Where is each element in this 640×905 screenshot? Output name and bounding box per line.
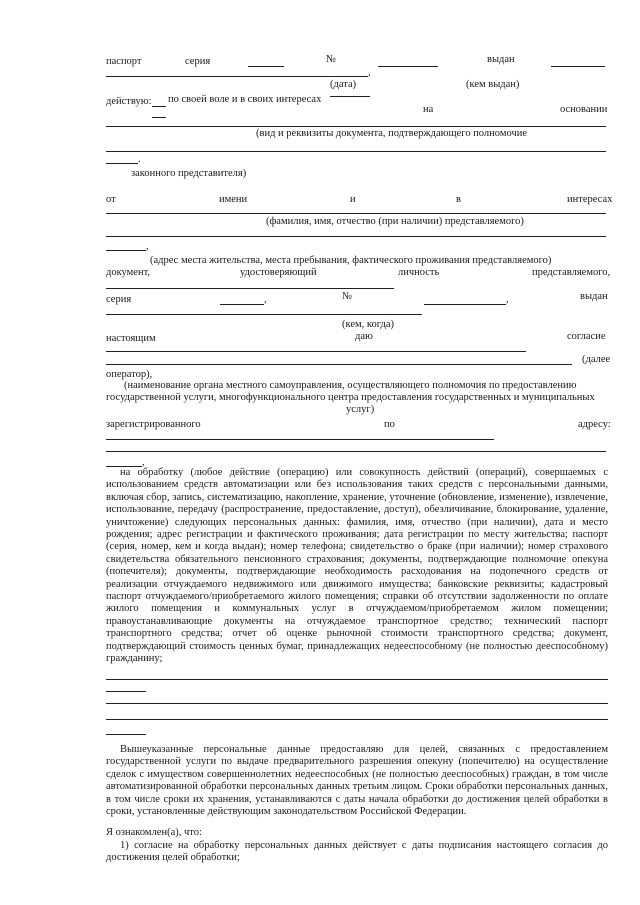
caption-represented-address: (адрес места жительства, места пребывания, фактического проживания представляемого) [150, 255, 552, 266]
item-1-paragraph: 1) согласие на обработку персональных данных действует с даты подписания настоящего согласия до достижения целей обработки; [106, 840, 608, 864]
label-interests: интересах [567, 194, 613, 205]
issued-field-line[interactable] [551, 66, 605, 67]
label-and: и [350, 194, 356, 205]
row2-comma: , [368, 67, 371, 78]
label-identity: личность [398, 267, 440, 278]
acting-checkbox-line-2[interactable] [152, 117, 166, 118]
document-type-line[interactable] [106, 288, 394, 289]
label-represented: представляемого, [532, 267, 611, 278]
label-number-sign: № [326, 54, 337, 65]
authority-document-line[interactable] [106, 151, 606, 152]
operator-name-line-2[interactable] [106, 364, 572, 365]
row11-comma-1: , [264, 294, 267, 305]
series-field-line-2[interactable] [220, 304, 264, 305]
consent-body-paragraph: на обработку (любое действие (операцию) или совокупность действий (операций), совершаемых с использованием средств автоматизации или без использования таких средств с персональными данными, включая сбор, запись, систематизацию, накопление, хранение, уточнение (обновление, изменение), извлечение, использование, передачу (распространение, предоставление, доступ), обезличивание, блокирование, удаление, уничтожение) следующих персональных данных: фамилия, имя, отчество (при наличии), дата и место рождения; адрес регистрации и фактического проживания; дата регистрации по месту жительства; паспорт (серия, номер, кем и когда выдан); номер телефона; свидетельство о браке (при наличии); номер страхового свидетельства обязательного пенсионного страхования; документы, подтверждающие полномочие опекуна (попечителя); документы, подтверждающие необходимость расходования на подопечного средств от реализации отчуждаемого недвижимого или движимого имущества; банковские реквизиты; кадастровый паспорт отчуждаемого/приобретаемого жилого помещения; справки об отсутствии задолженности по оплате жилого помещения и коммунальных услуг в отчуждаемом/приобретаемом жилом помещении; правоустанавливающие документы на отчуждаемое транспортное средство; технический паспорт транспортного средства; отчет об оценке рыночной стоимости транспортного средства; документ, подтверждающий стоимость ценных бумаг, принадлежащих недееспособному (не полностью дееспособному) гражданину; [106, 467, 608, 665]
label-issued-2: выдан [580, 291, 608, 302]
label-at: по [384, 419, 395, 430]
label-hereafter: (далее [582, 354, 611, 365]
number-field-line[interactable] [378, 66, 438, 67]
caption-represented-name: (фамилия, имя, отчество (при наличии) представляемого) [266, 216, 524, 227]
row6-dot: . [138, 154, 141, 165]
label-in: в [456, 194, 461, 205]
label-on: на [423, 104, 434, 115]
label-registered: зарегистрированного [106, 419, 201, 430]
represented-address-line[interactable] [106, 236, 606, 237]
caption-legal-representative: законного представителя) [131, 168, 247, 179]
caption-date: (дата) [330, 79, 357, 90]
caption-operator-line3: услуг) [346, 404, 375, 415]
label-hereby: настоящим [106, 333, 156, 344]
label-own-will: по своей воле и в своих интересах [168, 94, 322, 105]
label-series-2: серия [106, 294, 132, 305]
label-consent: согласие [567, 331, 606, 342]
basis-document-line[interactable] [106, 126, 606, 127]
label-from: от [106, 194, 116, 205]
label-address: адресу: [578, 419, 611, 430]
date-field-line[interactable] [106, 76, 368, 77]
acting-checkbox-line[interactable] [152, 106, 166, 107]
caption-authority-document: (вид и реквизиты документа, подтверждающего полномочие [256, 128, 528, 139]
short-line-address[interactable] [106, 250, 146, 251]
label-acting: действую: [106, 96, 152, 107]
label-issued: выдан [487, 54, 515, 65]
operator-address-line-1[interactable] [106, 439, 494, 440]
label-number-sign-2: № [342, 291, 353, 302]
series-field-line[interactable] [248, 66, 284, 67]
number-field-line-2[interactable] [424, 304, 506, 305]
label-document: документ, [106, 267, 151, 278]
row18-comma: , [142, 457, 145, 468]
blank-short-line-1[interactable] [106, 691, 146, 692]
label-basis: основании [560, 104, 608, 115]
caption-who-when: (кем, когда) [342, 319, 394, 330]
caption-operator-line2: государственной услуги, многофункционального центра предоставления государственных и муниципальных [106, 392, 595, 403]
label-certifying: удостоверяющий [240, 267, 317, 278]
label-operator: оператор), [106, 369, 153, 380]
caption-issuer: (кем выдан) [466, 79, 520, 90]
short-line-representative[interactable] [106, 163, 138, 164]
label-give: даю [355, 331, 373, 342]
blank-short-line-2[interactable] [106, 734, 146, 735]
operator-address-line-2[interactable] [106, 451, 606, 452]
label-passport: паспорт [106, 56, 142, 67]
operator-name-line-1[interactable] [106, 351, 526, 352]
own-will-field-line[interactable] [330, 96, 370, 97]
represented-name-line[interactable] [106, 213, 606, 214]
caption-operator-line1: (наименование органа местного самоуправления, осуществляющего полномочия по предоставлению [124, 380, 577, 391]
blank-line-3[interactable] [106, 719, 608, 720]
row11-comma-2: , [506, 294, 509, 305]
label-series: серия [185, 56, 211, 67]
blank-line-1[interactable] [106, 679, 608, 680]
purpose-paragraph: Вышеуказанные персональные данные предоставляю для целей, связанных с предоставлением государственной услуги по выдаче предварительного разрешения опекуну (попечителю) на осуществление сделок с имуществом совершеннолетних недееспособных (не полностью дееспособных) граждан, в том числе автоматизированной обработки персональных данных третьим лицом. Сроки обработки персональных данных, в том числе сроки их хранения, устанавливаются с даты начала обработки до достижения целей обработки в сроки, установленные действующим законодательством Российской Федерации. [106, 744, 608, 818]
issuer-field-line-2[interactable] [106, 314, 422, 315]
blank-line-2[interactable] [106, 703, 608, 704]
label-name: имени [219, 194, 248, 205]
acknowledged-line: Я ознакомлен(а), что: [106, 827, 202, 838]
row9-comma: , [146, 241, 149, 252]
